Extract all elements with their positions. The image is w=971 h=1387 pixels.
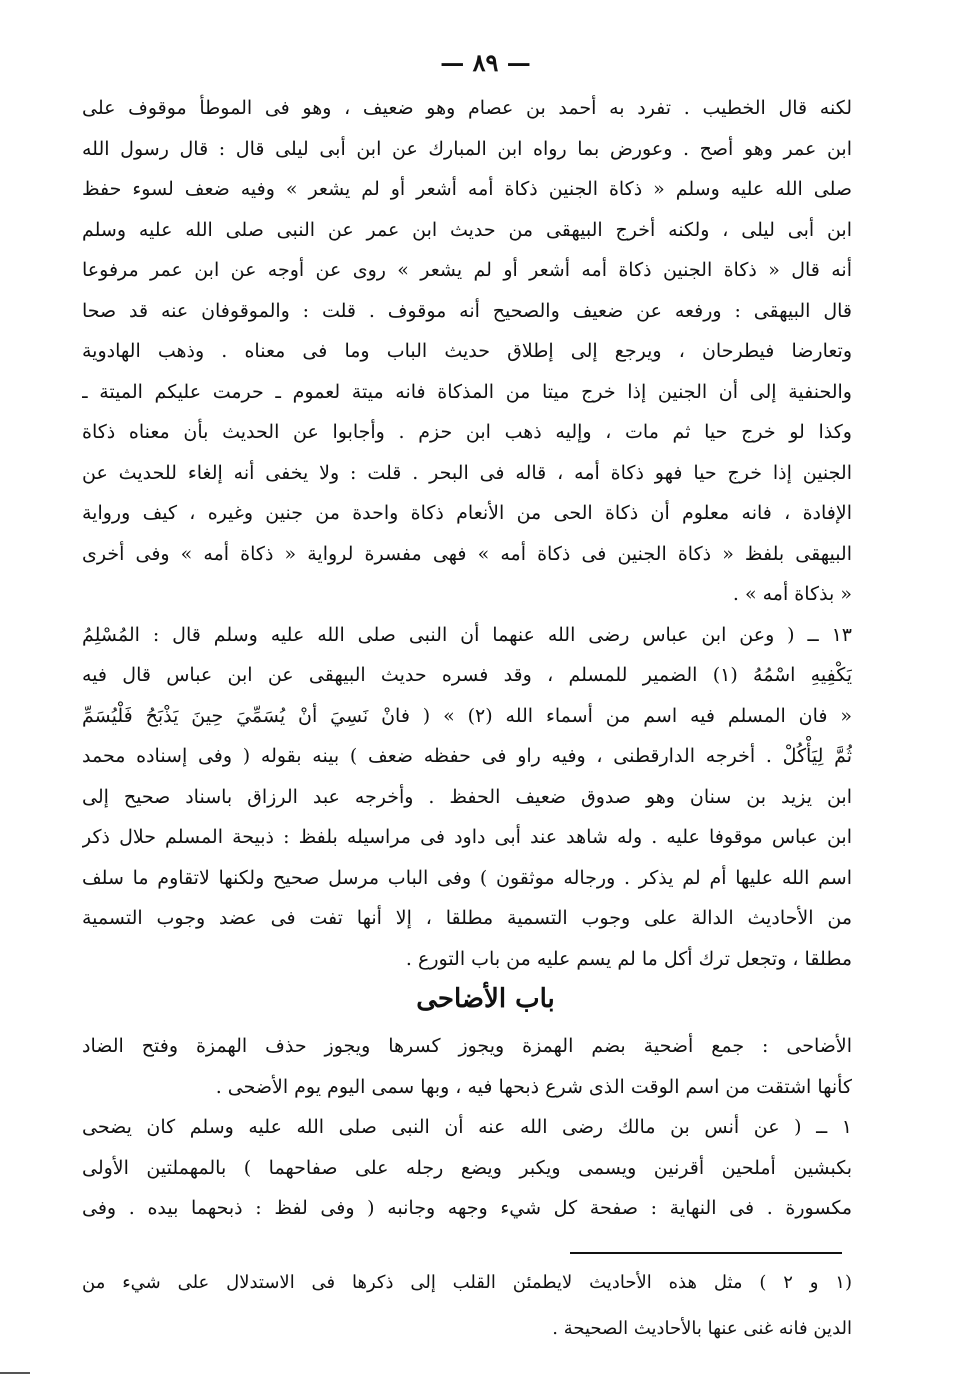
text-line: الأضاحى : جمع أضحية بضم الهمزة ويجوز كسرها ويجوز حذف الهمزة وفتح الضاد <box>82 1035 852 1057</box>
text-line: صلى الله عليه وسلم « ذكاة الجنين ذكاة أمه أشعر أو لم يشعر » وفيه ضعف لسوء حفظ <box>82 178 852 200</box>
text-line: « فان المسلم فيه اسم من أسماء الله (٢) » ( فانْ نَسِيَ أنْ يُسَمِّيَ حِينَ يَذْبَحُ فَلْيُسَمِّ <box>82 704 852 727</box>
text-line: ابن عمر وهو أصح . وعورض بما رواه ابن المبارك عن ابن أبى ليلى قال : قال رسول الله <box>82 137 852 160</box>
text-line: ١٣ ــ ( وعن ابن عباس رضى الله عنهما أن النبى صلى الله عليه وسلم قال : المُسْلِمُ <box>82 623 852 646</box>
text-line: ابن عباس موقوفا عليه . وله شاهد عند أبى داود فى مراسيله بلفظ : ذبيحة المسلم حلال ذكر <box>82 826 852 848</box>
text-line: وتعارضا فيطرحان ، ويرجع إلى إطلاق حديث الباب وما فى معناه . وذهب الهادوية <box>82 340 852 362</box>
footnote-line: (١ و ٢ ) مثل هذه الأحاديث لايطمئن القلب إلى ذكرها فى الاستدلال على شيء من <box>82 1272 852 1293</box>
text-line: « بذكاة أمه » . <box>732 583 852 605</box>
text-line: كأنها اشتقت من اسم الوقت الذى شرع ذبحها فيه ، وبها سمى اليوم يوم الأضحى . <box>215 1075 852 1098</box>
text-line: لكنه قال الخطيب . تفرد به أحمد بن عصام وهو ضعيف ، وهو فى الموطأ موقوف على <box>82 97 852 119</box>
section-text-block <box>82 1026 852 1229</box>
text-line: مكسورة . فى النهاية : صفحة كل شيء وجهه وجانبه ( وفى لفظ : ذبحهما بيده . وفى <box>82 1197 852 1219</box>
text-line: وكذا لو خرج حيا ثم مات ، وإليه ذهب ابن حزم . وأجابوا عن الحديث بأن معناه ذكاة <box>82 421 852 443</box>
text-line: والحنفية إلى أن الجنين إذا خرج ميتا من المذكاة فانه ميتة لعموم ـ حرمت عليكم الميتة ـ <box>82 380 852 403</box>
text-line: اسم الله عليها أم لم يذكر . ورجاله موثقون ) وفى الباب مرسل صحيح ولكنها لاتقاوم ما سلف <box>82 866 852 889</box>
footnote <box>82 1260 852 1352</box>
text-line: الجنين إذا خرج حيا فهو ذكاة أمه ، قاله فى البحر . قلت : ولا يخفى أنه إلغاء للحديث عن <box>82 461 852 484</box>
text-line: يَكْفِيهِ اسْمُهُ (١) الضمير للمسلم ، وقد فسره حديث البيهقى عن ابن عباس قال فيه <box>82 664 852 686</box>
text-line: البيهقى بلفظ « ذكاة الجنين فى ذكاة أمه » فهى مفسرة لرواية « ذكاة أمه » وفى أخرى <box>82 542 852 565</box>
text-line: قال البيهقى : ورفعه عن ضعيف والصحيح أنه موقوف . قلت : والموقوفان عنه قد صحا <box>82 299 852 322</box>
footnote-divider <box>570 1252 842 1254</box>
text-line: ثُمَّ لِيَأْكُلْ . أخرجه الدارقطنى ، وفيه راو فى حفظه ضعف ) بينه بقوله ( وفى إسناده محمد <box>82 745 852 767</box>
section-heading: باب الأضاحى <box>416 984 555 1014</box>
main-text-block <box>82 88 852 979</box>
text-line: ١ ــ ( عن أنس بن مالك رضى الله عنه أن النبى صلى الله عليه وسلم كان يضحى <box>82 1116 852 1138</box>
text-line: أنه قال « ذكاة الجنين ذكاة أمه أشعر أو لم يشعر » روى عن أوجه عن ابن عمر مرفوعا <box>82 259 852 281</box>
text-line: ابن أبى ليلى ، ولكنه أخرج البيهقى من حديث ابن عمر عن النبى صلى الله عليه وسلم <box>82 218 852 241</box>
footnote-line: الدين فانه غنى عنها بالأحاديث الصحيحة . <box>552 1318 852 1339</box>
scan-edge-mark <box>0 1372 30 1374</box>
text-line: بكبشين أملحين أقرنين ويسمى ويكبر ويضع رجله على صفاحهما ) بالمهملتين الأولى <box>82 1156 852 1179</box>
text-line: ابن يزيد بن سنان وهو صدوق ضعيف الحفظ . وأخرجه عبد الرزاق باسناد صحيح إلى <box>82 785 852 808</box>
text-line: من الأحاديث الدالة على وجوب التسمية مطلقا ، إلا أنها تفت فى عضد وجوب التسمية <box>82 907 852 929</box>
text-line: الإفادة ، فانه معلوم أن ذكاة الحى من الأنعام ذكاة واحدة من جنين وغيره ، كيف ورواية <box>82 502 852 524</box>
page-number: — ٨٩ — <box>440 48 531 77</box>
text-line: مطلقا ، وتجعل ترك أكل ما لم يسم عليه من باب التورع . <box>405 947 852 970</box>
